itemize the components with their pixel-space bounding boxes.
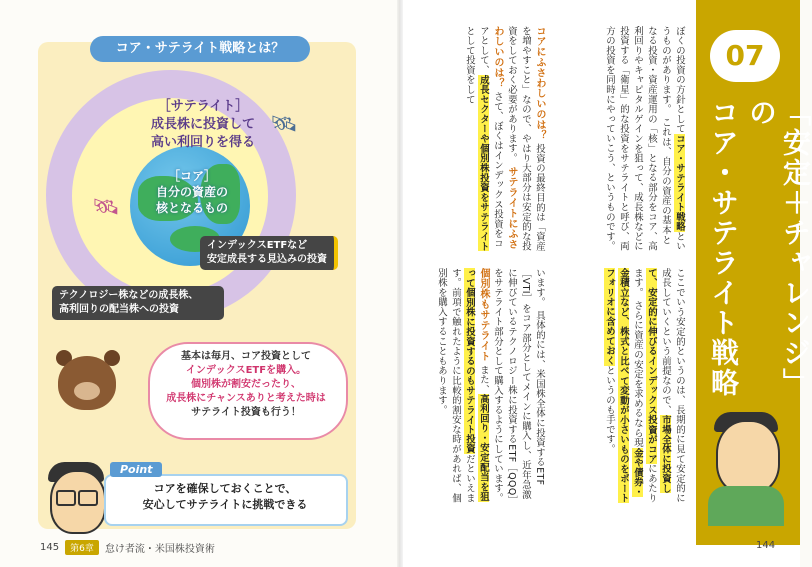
section-number: 07 <box>710 30 780 82</box>
right-page-number: 144 <box>756 540 776 551</box>
left-page <box>0 0 400 567</box>
man-face-icon <box>716 420 780 494</box>
satellite-label: ［サテライト］ 成長株に投資して 高い利回りを得る <box>150 99 255 150</box>
satellite-icon-pink: 🛰 <box>92 195 120 220</box>
title-line-1: 「安定＋チャレンジ」の <box>745 98 812 398</box>
body-text-bottom-2: います。 具体的には、米国株全体に投資するETF［VTI］をコア部分としてメインに購入し、近年急激に伸びているテクノロジー株に投資するETF［QQQ］をサテライト部分として購入するようにしています。 個別株もサテライト また、高利回り・安定配当を狙って個別株に投資するのもサテライト投資だといえます。前項で触れたように比較的割安な時があれば、個別株を購入することもあります。 <box>436 268 545 503</box>
bear-speech-text: 基本は毎月、コア投資として インデックスETFを購入。 個別株が割安だったり、 成長株にチャンスありと考えた時は サテライト投資も行う！ <box>166 351 326 418</box>
left-footer <box>40 540 215 555</box>
body-text-bottom-1: ここでいう安定的というのは、長期的に見て安定的に成長していくという前提なので、市場全体に投資して、安定的に伸びるインデックス投資がコアにあたります。 さらに資産の安定を求めるなら現金や債券・金積立など、株式と比べて変動が小さいものをポートフォリオに含めておくというのも手です。 <box>604 268 685 503</box>
core-label: ［コア］ 自分の資産の 核となるもの <box>155 169 228 215</box>
glasses-icon <box>56 490 76 506</box>
chapter-badge: 第6章 <box>65 540 99 555</box>
satellite-icon: 🛰 <box>270 112 298 137</box>
glasses-icon <box>78 490 98 506</box>
man-shirt-icon <box>708 486 784 526</box>
chapter-name: 怠け者流・米国株投資術 <box>104 544 215 555</box>
body-text-top-2: コアにふさわしいのは？ 投資の最終目的は「資産を増やすこと」なので、やはり大部分は安定的な投資をしておく必要があります。 サテライトにふさわしいのは？ さて、ぼくはインデックス投資をコアとして、成長セクターや個別株投資をサテライトとして投資をして <box>464 26 545 252</box>
point-label: Point <box>110 462 162 477</box>
page-number: 145 <box>40 542 60 553</box>
panel-title: コア・サテライト戦略とは？ <box>90 36 310 62</box>
body-text-top-1: ぼくの投資の方針としてコア・サテライト戦略というものがあります。 これは、自分の資産の基本となる投資・資産運用の「核」となる部分をコア、高利回りやキャピタルゲインを狙って、成長株などに投資する「衛星」的な投資をサテライトと呼び、両方の投資を同時にやっていこう、というものです。 <box>604 26 685 252</box>
tech-tag: テクノロジー株などの成長株、 高利回りの配当株への投資 <box>52 286 224 320</box>
title-line-2: コア・サテライト戦略 <box>707 98 740 398</box>
book-gutter <box>397 0 403 567</box>
bear-snout-icon <box>74 382 100 400</box>
etf-tag: インデックスETFなど 安定成長する見込みの投資 <box>200 236 338 270</box>
point-text: コアを確保しておくことで、 安心してサテライトに挑戦できる <box>142 482 308 511</box>
